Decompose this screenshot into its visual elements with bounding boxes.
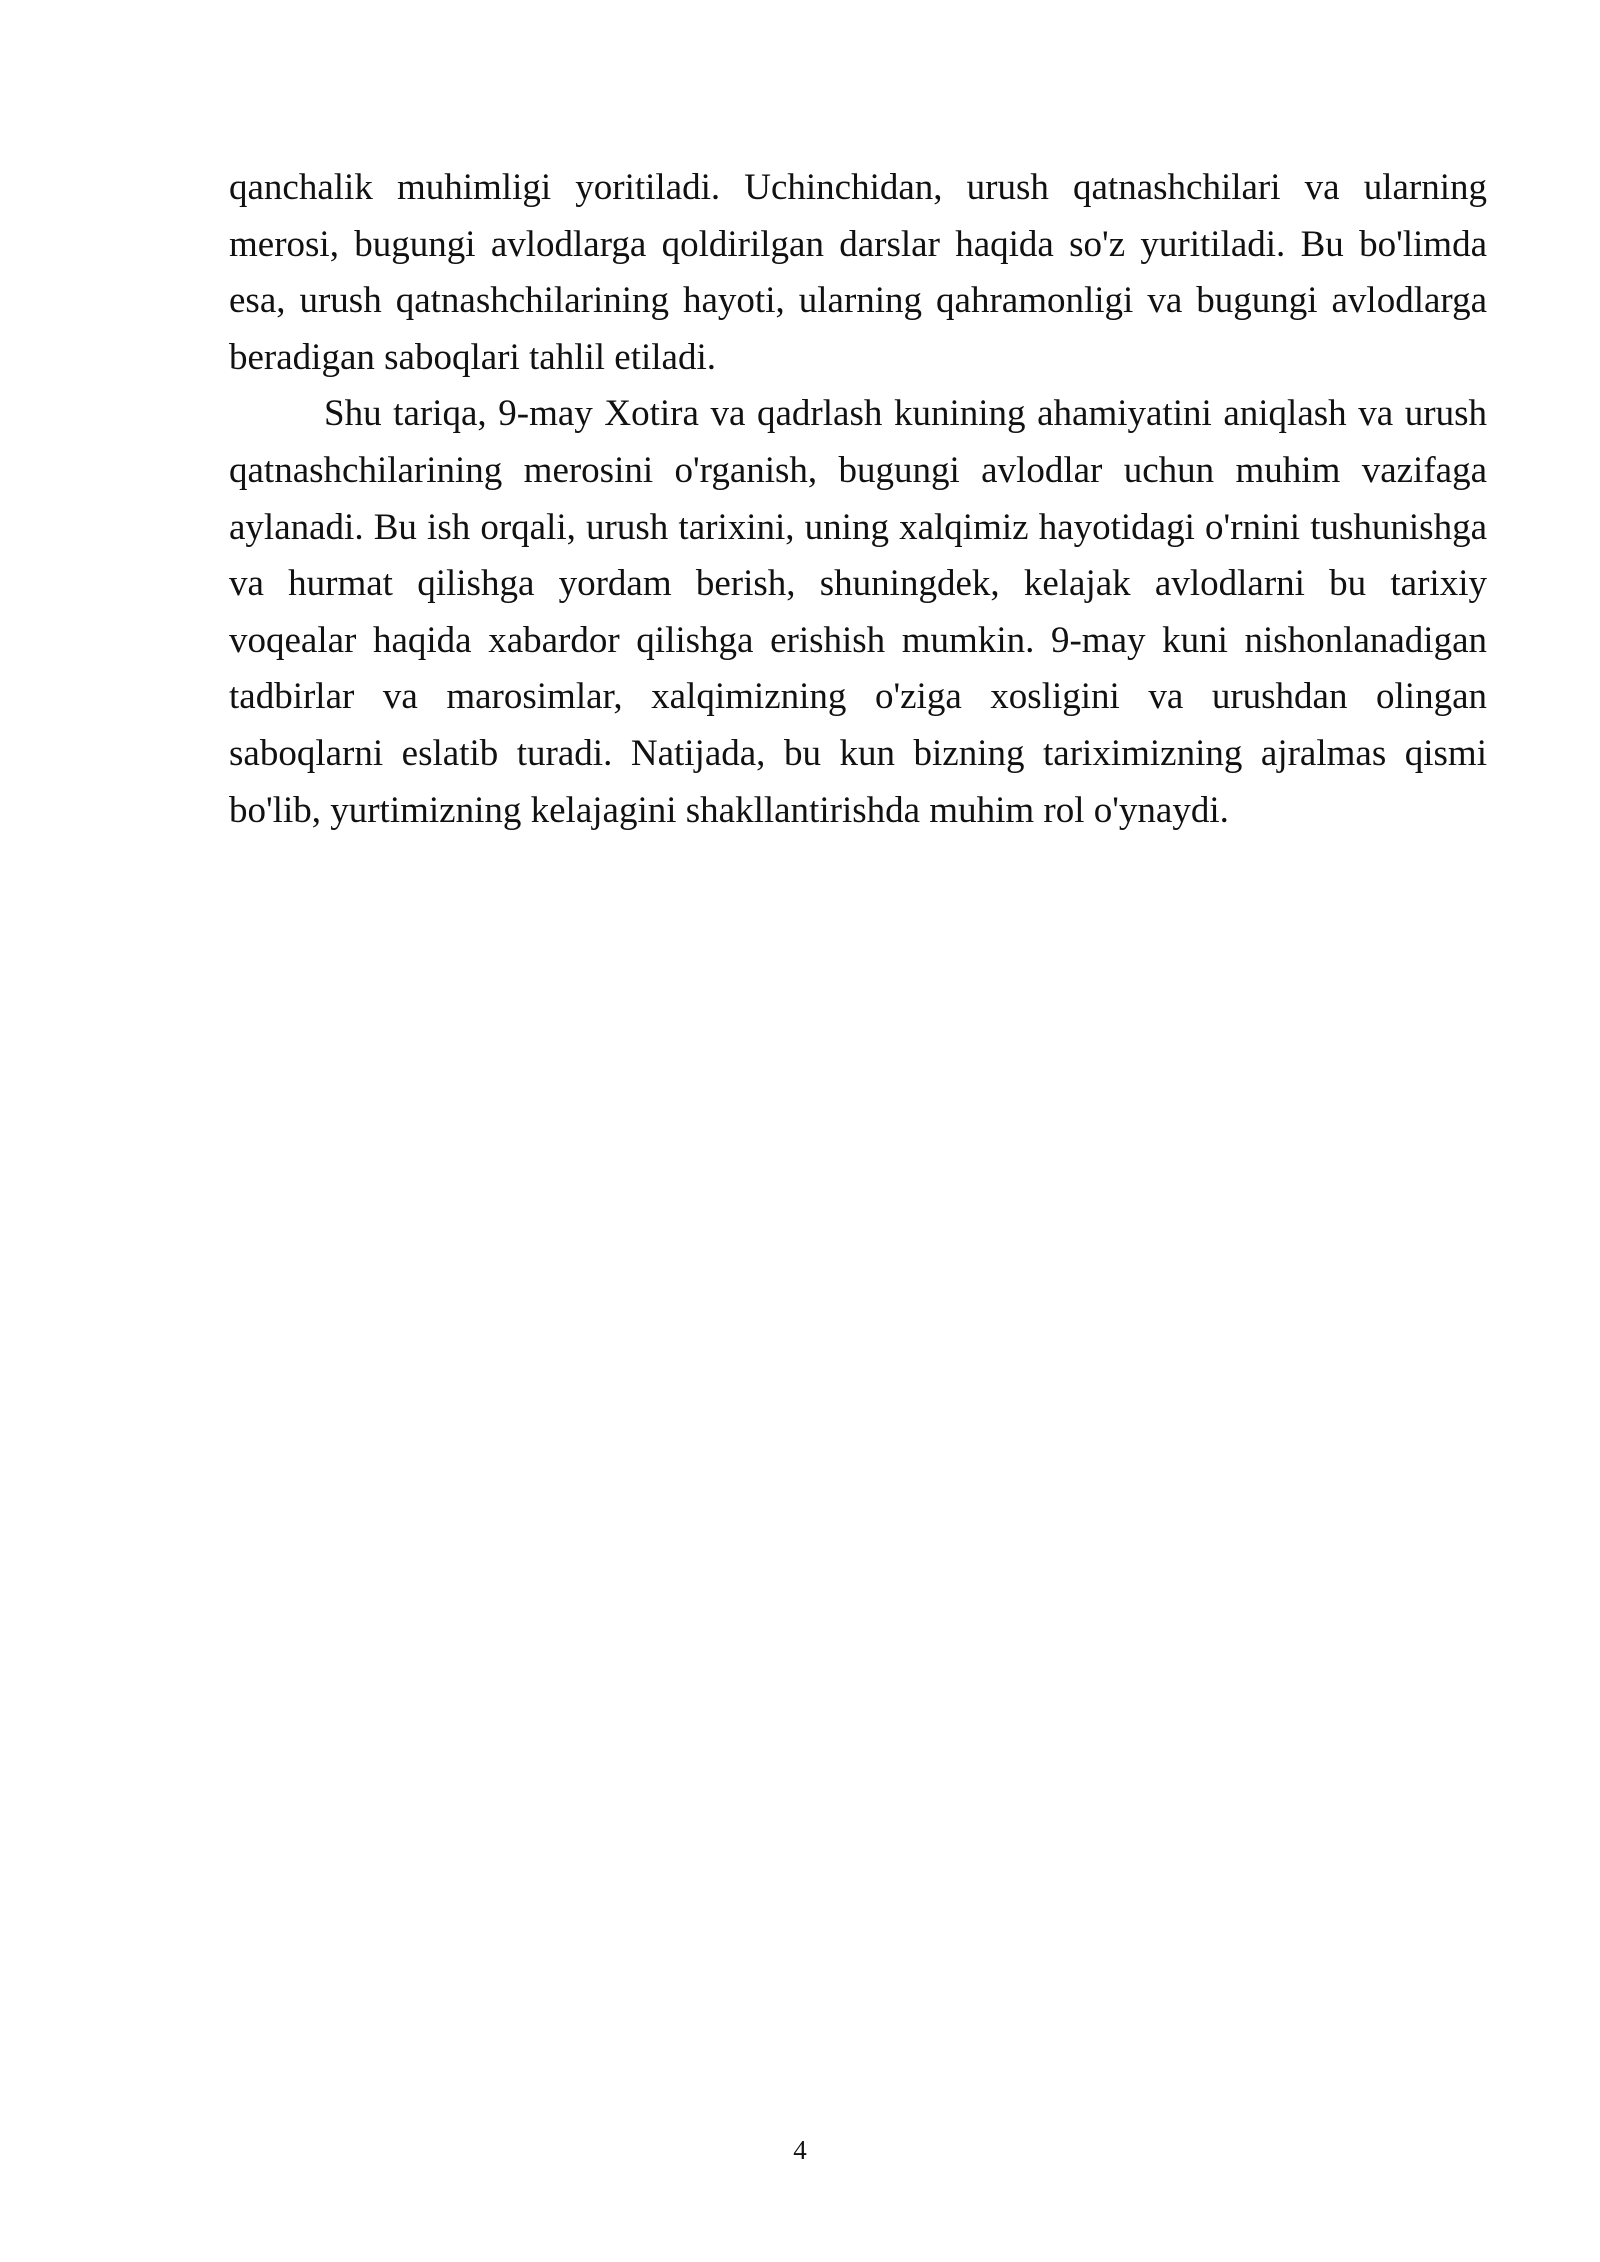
paragraph-conclusion: Shu tariqa, 9-may Xotira va qadrlash kunining ahamiyatini aniqlash va urush qatnashchilarining merosini o'rganish, bugungi avlodlar uchun muhim vazifaga aylanadi. Bu ish orqali, urush tarixini, uning xalqimiz hayotidagi o'rnini tushunishga va hurmat qilishga yordam berish, shuningdek, kelajak avlodlarni bu tarixiy voqealar haqida xabardor qilishga erishish mumkin. 9-may kuni nishonlanadigan tadbirlar va marosimlar, xalqimizning o'ziga xosligini va urushdan olingan saboqlarni eslatib turadi. Natijada, bu kun bizning tariximizning ajralmas qismi bo'lib, yurtimizning kelajagini shakllantirishda muhim rol o'ynaydi. bbox=[229, 393, 1487, 831]
body-text bbox=[229, 160, 1487, 839]
paragraph-continuation: qanchalik muhimligi yoritiladi. Uchinchidan, urush qatnashchilari va ularning merosi, bugungi avlodlarga qoldirilgan darslar haqida so'z yuritiladi. Bu bo'limda esa, urush qatnashchilarining hayoti, ularning qahramonligi va bugungi avlodlarga beradigan saboqlari tahlil etiladi. bbox=[229, 167, 1487, 378]
page-number: 4 bbox=[793, 2135, 807, 2165]
